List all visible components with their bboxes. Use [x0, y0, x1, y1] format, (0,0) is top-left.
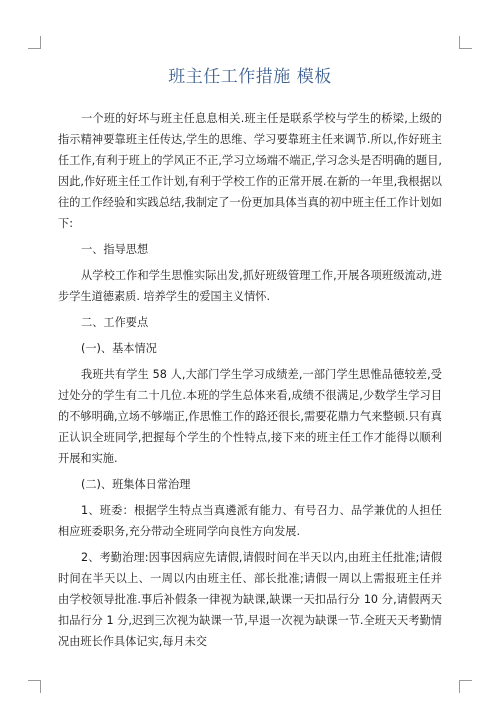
- crop-mark-bottom-left: [28, 680, 41, 693]
- paragraph-basic-situation: 我班共有学生 58 人,大部门学生学习成绩差,一部门学生思惟品德较差,受过处分的学生有二十几位.本班的学生总体来看,成绩不很满足,少数学生学习目的不够明确,立场不够端正,作思惟工作的路还很长,需要花鼎力气来整顿.只有真正认识全班同学,把握每个学生的个性特点,接下来的班主任工作才能得以顺利开展和实施.: [58, 368, 442, 465]
- paragraph-class-committee: 1、班委：根据学生特点当真遴派有能力、有号召力、品学兼优的人担任相应班委职务,充分带动全班同学向良性方向发展.: [58, 504, 442, 538]
- subheading-basic-situation: (一)、基本情况: [81, 342, 157, 355]
- heading-work-points: 二、工作要点: [81, 316, 149, 329]
- paragraph-intro: 一个班的好坏与班主任息息相关.班主任是联系学校与学生的桥梁,上级的指示精神要靠班主任传达,学生的思维、学习要靠班主任来调节.所以,作好班主任工作,有利于班上的学风正不正,学习立场端不端正,学习念头是否明确的题目,因此,作好班主任工作计划,有利于学校工作的正常开展.在新的一年里,我根据以往的工作经验和实践总结,我制定了一份更加具体当真的初中班主任工作计划如下:: [58, 112, 442, 230]
- document-body: [58, 108, 442, 657]
- crop-mark-top-right: [459, 36, 472, 49]
- crop-mark-bottom-right: [459, 680, 472, 693]
- paragraph-guiding-thought: 从学校工作和学生思惟实际出发,抓好班级管理工作,开展各项班级流动,进步学生道德素质. 培养学生的爱国主义情怀.: [58, 269, 442, 303]
- heading-guiding-thought: 一、指导思想: [81, 243, 149, 256]
- crop-mark-top-left: [28, 36, 41, 49]
- subheading-daily-management: (二)、班集体日常治理: [81, 478, 191, 491]
- paragraph-attendance: 2、考勤治理:因事因病应先请假,请假时间在半天以内,由班主任批准;请假时间在半天以上、一周以内由班主任、部长批准;请假一周以上需报班主任并由学校领导批准.事后补假条一律视为缺课,缺课一天扣品行分 10 分,请假两天扣品行分 1 分,迟到三次视为缺课一节,早退一次视为缺课一节.全班天天考勤情况由班长作具体记实,每月未交: [58, 551, 442, 648]
- document-title: 班主任工作措施 模板: [168, 67, 332, 87]
